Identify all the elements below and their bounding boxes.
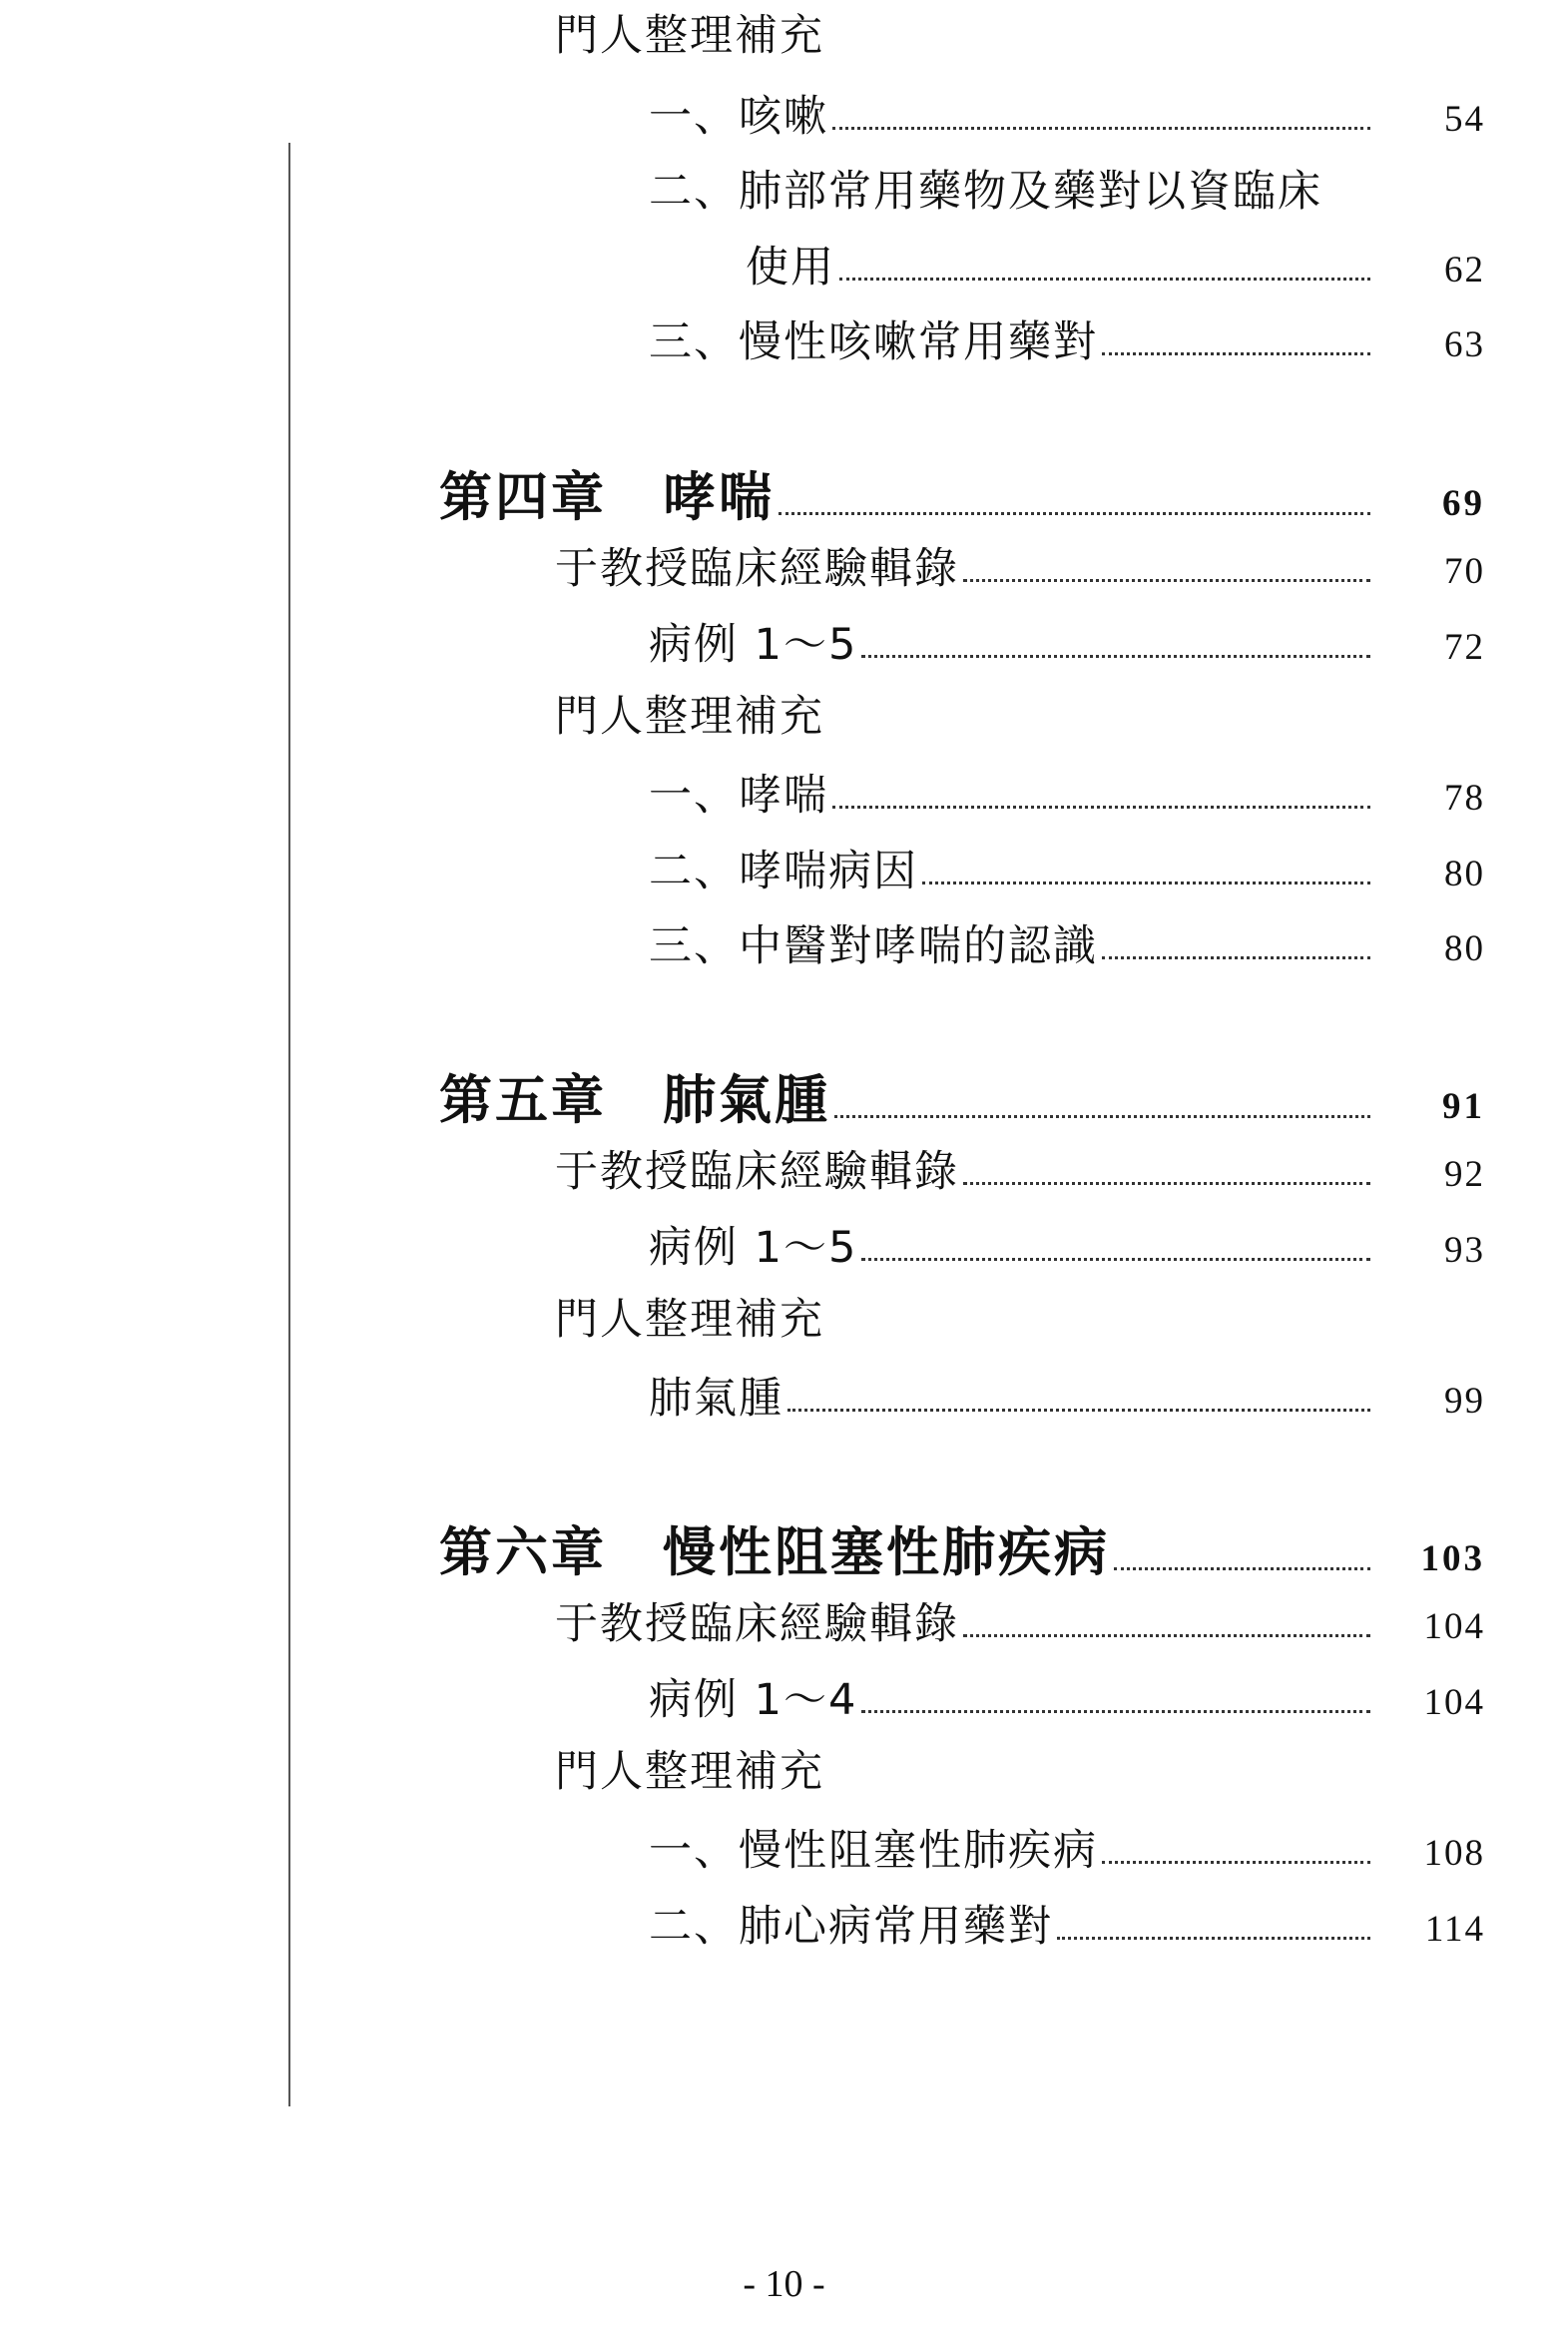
leader-dots bbox=[1102, 955, 1370, 959]
leader-dots bbox=[963, 1181, 1370, 1185]
section-heading-supplement: 門人整理補充 bbox=[555, 11, 824, 61]
toc-entry[interactable] bbox=[649, 611, 1485, 672]
chapter-entry[interactable] bbox=[439, 455, 1485, 531]
leader-dots bbox=[1114, 1566, 1370, 1570]
chapter-entry[interactable] bbox=[439, 1510, 1485, 1586]
toc-entry[interactable] bbox=[649, 912, 1485, 973]
leader-dots bbox=[861, 1709, 1370, 1713]
leader-dots bbox=[963, 578, 1370, 582]
toc-entry-label: 使用 bbox=[746, 243, 835, 293]
toc-entry-label: 于教授臨床經驗輯錄 bbox=[555, 1147, 959, 1197]
section-heading-supplement: 門人整理補充 bbox=[555, 692, 824, 742]
toc-entry-page: 63 bbox=[1444, 324, 1485, 365]
leader-dots bbox=[779, 511, 1370, 515]
chapter-entry[interactable] bbox=[439, 1058, 1485, 1134]
leader-dots bbox=[861, 654, 1370, 658]
toc-entry-label: 三、慢性咳嗽常用藥對 bbox=[649, 317, 1098, 367]
toc-entry-page: 62 bbox=[1444, 250, 1485, 291]
toc-entry[interactable] bbox=[649, 1666, 1485, 1727]
chapter-page: 91 bbox=[1442, 1086, 1485, 1127]
leader-dots bbox=[1057, 1936, 1370, 1940]
toc-entry-page: 104 bbox=[1423, 1606, 1485, 1647]
toc-entry[interactable] bbox=[649, 1214, 1485, 1275]
toc-entry-page: 104 bbox=[1423, 1682, 1485, 1723]
toc-entry-label: 病例 1～5 bbox=[649, 1223, 858, 1273]
toc-entry-page: 93 bbox=[1444, 1230, 1485, 1271]
chapter-title: 第六章 慢性阻塞性肺疾病 bbox=[439, 1521, 1110, 1583]
toc-entry-label: 一、慢性阻塞性肺疾病 bbox=[649, 1826, 1098, 1876]
toc-entry-label: 二、肺心病常用藥對 bbox=[649, 1902, 1053, 1952]
toc-entry-page: 78 bbox=[1444, 778, 1485, 819]
chapter-title: 第五章 肺氣腫 bbox=[439, 1069, 830, 1131]
toc-entry-page: 108 bbox=[1423, 1833, 1485, 1874]
toc-entry-label: 三、中醫對哮喘的認識 bbox=[649, 921, 1098, 971]
toc-entry-label: 病例 1～5 bbox=[649, 620, 858, 670]
toc-entry-label: 一、哮喘 bbox=[649, 771, 828, 821]
toc-entry[interactable] bbox=[555, 1138, 1485, 1199]
leader-dots bbox=[787, 1408, 1370, 1412]
toc-entry-page: 70 bbox=[1444, 551, 1485, 592]
toc-entry-page: 80 bbox=[1444, 854, 1485, 894]
section-heading-supplement: 門人整理補充 bbox=[555, 1295, 824, 1345]
leader-dots bbox=[1102, 351, 1370, 355]
leader-dots bbox=[832, 126, 1370, 130]
toc-entry-label: 二、哮喘病因 bbox=[649, 847, 918, 896]
toc-entry-page: 80 bbox=[1444, 928, 1485, 969]
toc-entry-page: 54 bbox=[1444, 99, 1485, 140]
page-number: - 10 - bbox=[743, 2263, 825, 2305]
toc-entry-label: 肺氣腫 bbox=[649, 1374, 784, 1424]
toc-entry[interactable] bbox=[746, 234, 1485, 294]
toc-entry-label: 一、咳嗽 bbox=[649, 92, 828, 142]
toc-entry-label: 病例 1～4 bbox=[649, 1675, 858, 1725]
toc-entry-page: 114 bbox=[1424, 1909, 1485, 1950]
leader-dots bbox=[922, 881, 1370, 884]
toc-entry-page: 99 bbox=[1444, 1381, 1485, 1422]
toc-entry-label-line1[interactable]: 二、肺部常用藥物及藥對以資臨床 bbox=[649, 167, 1322, 217]
leader-dots bbox=[963, 1633, 1370, 1637]
toc-entry-page: 92 bbox=[1444, 1154, 1485, 1195]
leader-dots bbox=[861, 1257, 1370, 1261]
toc-entry[interactable] bbox=[555, 1590, 1485, 1651]
toc-entry[interactable] bbox=[555, 535, 1485, 596]
toc-entry-page: 72 bbox=[1444, 627, 1485, 668]
vertical-rule bbox=[288, 143, 290, 2106]
chapter-page: 103 bbox=[1420, 1538, 1485, 1579]
toc-entry-label: 于教授臨床經驗輯錄 bbox=[555, 544, 959, 594]
toc-entry[interactable] bbox=[649, 83, 1485, 144]
chapter-page: 69 bbox=[1442, 483, 1485, 524]
toc-entry[interactable] bbox=[649, 1365, 1485, 1426]
toc-entry[interactable] bbox=[649, 762, 1485, 823]
leader-dots bbox=[832, 805, 1370, 809]
leader-dots bbox=[839, 277, 1370, 281]
toc-entry[interactable] bbox=[649, 308, 1485, 369]
chapter-title: 第四章 哮喘 bbox=[439, 466, 775, 528]
toc-entry-label: 于教授臨床經驗輯錄 bbox=[555, 1599, 959, 1649]
leader-dots bbox=[1102, 1860, 1370, 1864]
toc-entry[interactable] bbox=[649, 838, 1485, 898]
section-heading-supplement: 門人整理補充 bbox=[555, 1747, 824, 1797]
toc-entry[interactable] bbox=[649, 1893, 1485, 1954]
leader-dots bbox=[834, 1114, 1370, 1118]
toc-entry[interactable] bbox=[649, 1817, 1485, 1878]
